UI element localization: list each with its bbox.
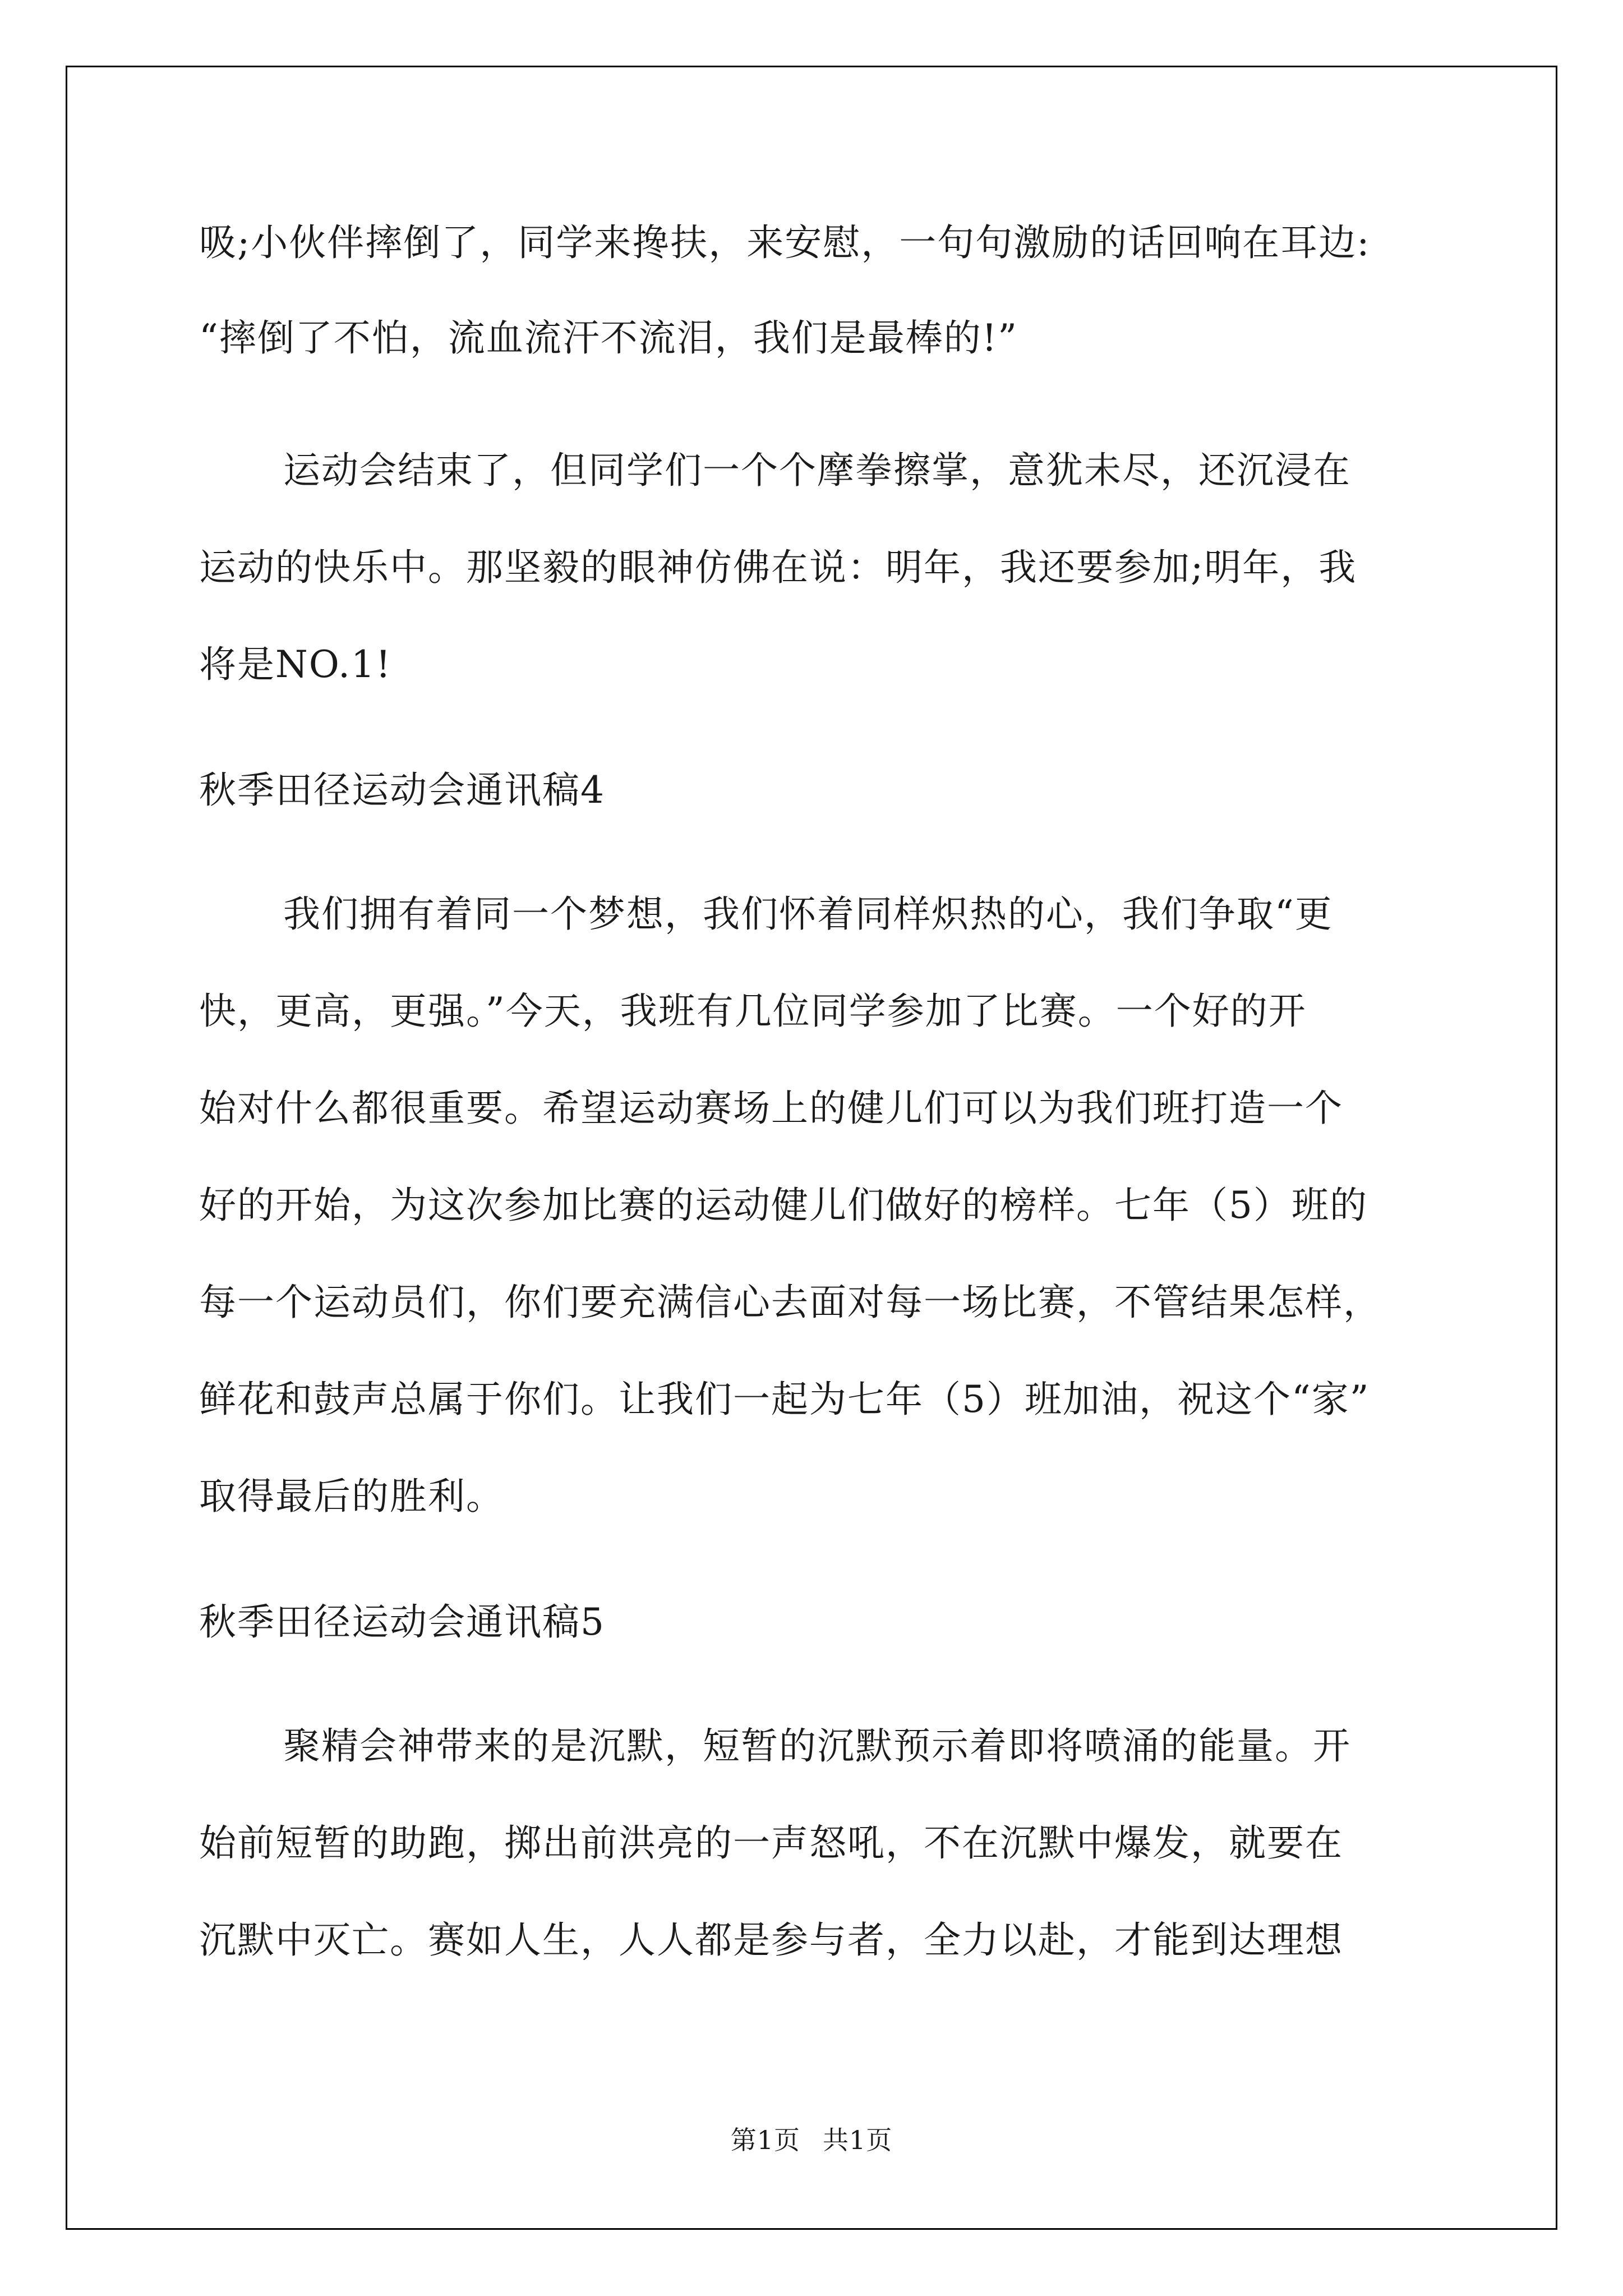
text-line: 始前短暂的助跑，掷出前洪亮的一声怒吼，不在沉默中爆发，就要在: [199, 1821, 1343, 1865]
text-line: 聚精会神带来的是沉默，短暂的沉默预示着即将喷涌的能量。开: [283, 1724, 1351, 1768]
text-line: 快，更高，更强。”今天，我班有几位同学参加了比赛。一个好的开: [199, 990, 1307, 1033]
text-line: 好的开始，为这次参加比赛的运动健儿们做好的榜样。七年（5）班的: [199, 1184, 1368, 1227]
text-line: 沉默中灭亡。赛如人生，人人都是参与者，全力以赴，才能到达理想: [199, 1918, 1343, 1962]
paragraph: [199, 889, 1450, 1522]
document-body: [199, 218, 1450, 1966]
paragraph: [199, 445, 1450, 690]
page-footer: [0, 2124, 1623, 2156]
section-heading: 秋季田径运动会通讯稿4: [199, 769, 605, 812]
section-heading: 秋季田径运动会通讯稿5: [199, 1600, 605, 1644]
text-line: 运动的快乐中。那坚毅的眼神仿佛在说：明年，我还要参加;明年，我: [199, 546, 1357, 589]
text-line: 我们拥有着同一个梦想，我们怀着同样炽热的心，我们争取“更: [283, 892, 1333, 936]
text-line: “摔倒了不怕，流血流汗不流泪，我们是最棒的!”: [199, 316, 1018, 360]
text-line: 鲜花和鼓声总属于你们。让我们一起为七年（5）班加油，祝这个“家”: [199, 1378, 1370, 1421]
page-total: 共1页: [823, 2125, 893, 2155]
text-line: 每一个运动员们，你们要充满信心去面对每一场比赛，不管结果怎样，: [199, 1281, 1381, 1324]
page-number: 第1页: [730, 2125, 800, 2155]
text-line: 将是NO.1!: [199, 643, 392, 686]
paragraph: [199, 1721, 1450, 1966]
paragraph-continuation: [199, 218, 1450, 364]
text-line: 吸;小伙伴摔倒了，同学来搀扶，来安慰，一句句激励的话回响在耳边:: [199, 221, 1371, 264]
text-line: 始对什么都很重要。希望运动赛场上的健儿们可以为我们班打造一个: [199, 1087, 1343, 1130]
text-line: 取得最后的胜利。: [199, 1475, 504, 1518]
text-line: 运动会结束了，但同学们一个个摩拳擦掌，意犹未尽，还沉浸在: [283, 449, 1351, 492]
